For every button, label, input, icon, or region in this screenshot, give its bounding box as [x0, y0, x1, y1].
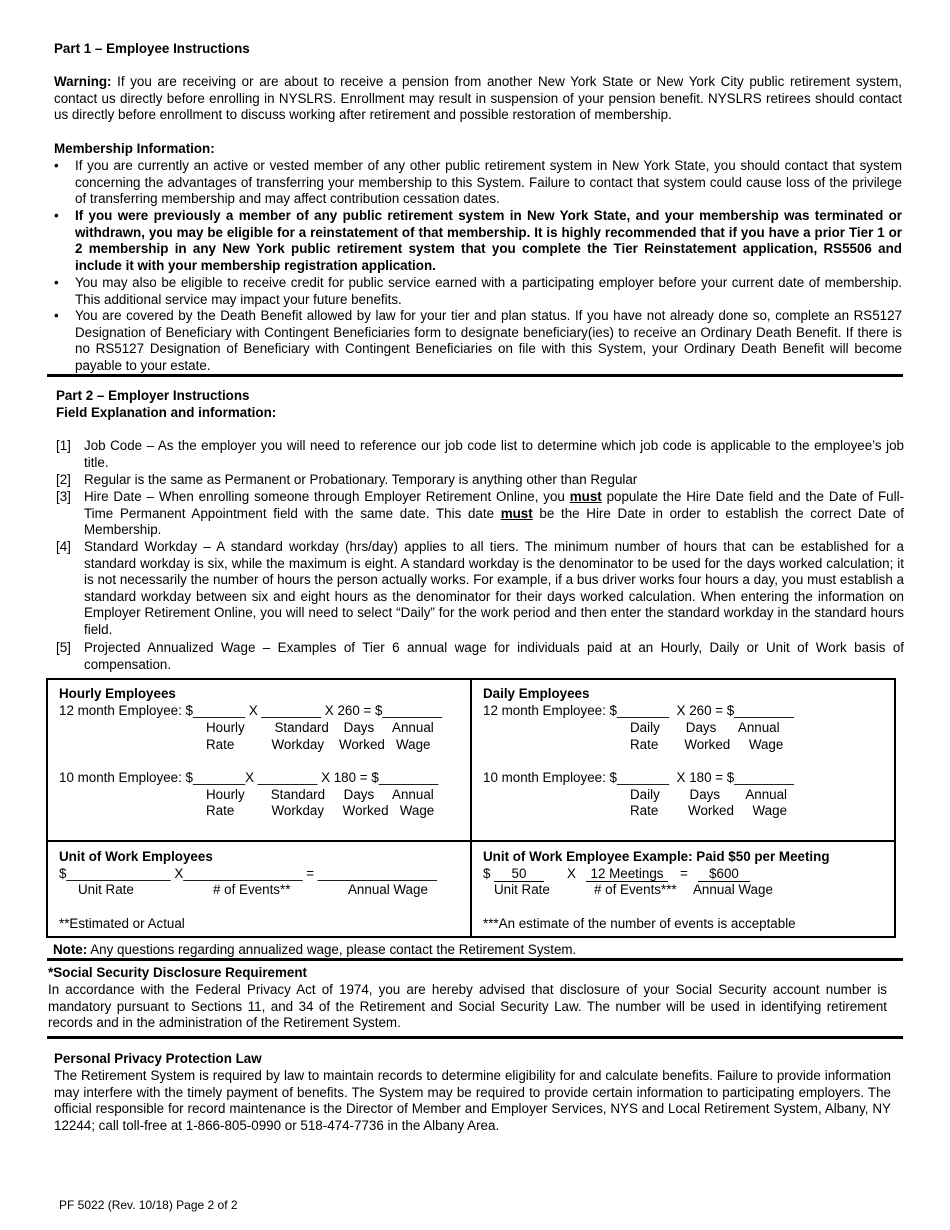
bullet-4-marker: • — [54, 308, 59, 323]
unit-title: Unit of Work Employees — [59, 849, 213, 864]
bullet-3-marker: • — [54, 275, 59, 290]
item-2-text: Regular is the same as Permanent or Probationary. Temporary is anything other than Regular — [84, 472, 638, 487]
item-1-text: Job Code – As the employer you will need to reference our job code list to determine which job code is applicable to the employee’s job title. — [84, 438, 904, 470]
bullet-1-marker: • — [54, 158, 59, 173]
ssn-title: *Social Security Disclosure Requirement — [48, 965, 307, 980]
unit-example-wage: $600 — [698, 866, 750, 882]
privacy-text: The Retirement System is required by law to maintain records to determine eligibility for and calculate benefits. Failure to provide information may interfere with the timely payment of benefits. The System may be required to provide certain information to participating employers. The official responsible for record maintenance is the Director of Member and Employer Services, NYS and Local Retirement System, Albany, NY 12244; call toll-free at 1-866-805-0990 or 518-474-7736 in the Albany Area. — [54, 1068, 891, 1133]
daily-title: Daily Employees — [483, 686, 590, 701]
part2-title: Part 2 – Employer Instructions — [56, 388, 250, 403]
hourly-10month-labels-b: Rate Workday Worked Wage — [206, 803, 435, 818]
item-2-number: [2] — [56, 472, 71, 487]
part1-title: Part 1 – Employee Instructions — [54, 41, 250, 56]
unit-example-footnote: ***An estimate of the number of events is acceptable — [483, 916, 796, 931]
daily-12month-line: 12 month Employee: $_______ X 260 = $________ — [483, 703, 794, 718]
bullet-2-marker: • — [54, 208, 59, 223]
unit-example-label-wage: Annual Wage — [693, 882, 773, 897]
daily-10month-line: 10 month Employee: $_______ X 180 = $________ — [483, 770, 794, 785]
item-3-must-2: must — [500, 505, 533, 521]
unit-example-title: Unit of Work Employee Example: Paid $50 per Meeting — [483, 849, 830, 864]
unit-example-rate: 50 — [494, 866, 544, 882]
wage-table-hdivider — [46, 840, 896, 842]
hourly-10month-labels-a: Hourly Standard Days Annual — [206, 787, 434, 802]
bullet-1-text: If you are currently an active or vested member of any other public retirement system in New York State, you should contact that system concerning the advantages of transferring your membership to this System. Failure to contact that system could cause loss of the privilege of transferring membership and may affect contribution cessation dates. — [75, 158, 902, 207]
item-5-number: [5] — [56, 640, 71, 655]
unit-example-label-rate: Unit Rate — [494, 882, 550, 897]
item-3-number: [3] — [56, 489, 71, 504]
daily-12month-labels-b: Rate Worked Wage — [630, 737, 784, 752]
unit-example-label-events: # of Events*** — [594, 882, 677, 897]
item-3-text-b: populate the Hire Date field and the Date of Full-Time Permanent Appointment field with the same date. This date — [84, 489, 905, 521]
wage-note-label: Note: — [53, 942, 88, 957]
unit-footnote: **Estimated or Actual — [59, 916, 185, 931]
warning-text: If you are receiving or are about to receive a pension from another New York State or New York City public retirement system, contact us directly before enrolling in NYSLRS. Enrollment may result in suspension of your pension benefit. NYSLRS retirees should contact us directly before enrollment to discuss working after retirement and possible restoration of membership. — [54, 74, 902, 123]
hourly-12month-labels-b: Rate Workday Worked Wage — [206, 737, 431, 752]
hourly-10month-line: 10 month Employee: $_______X ________ X 180 = $________ — [59, 770, 439, 785]
item-3-text-a: Hire Date – When enrolling someone through Employer Retirement Online, you — [84, 489, 570, 504]
item-1-number: [1] — [56, 438, 71, 453]
item-3-must-1: must — [569, 489, 602, 504]
daily-10month-labels-a: Daily Days Annual — [630, 787, 788, 802]
unit-label-wage: Annual Wage — [348, 882, 428, 897]
daily-10month-labels-b: Rate Worked Wage — [630, 803, 788, 818]
unit-label-events: # of Events** — [213, 882, 291, 897]
unit-formula-line: $______________ X________________ = ________________ — [59, 866, 437, 881]
unit-example-eq: = — [680, 866, 688, 881]
membership-title: Membership Information: — [54, 141, 215, 156]
ssn-text: In accordance with the Federal Privacy Act of 1974, you are hereby advised that disclosure of your Social Security account number is mandatory pursuant to Sections 11, and 34 of the Retirement and Social Security Law. The number will be used in identifying retirement records and in the administration of the Retirement System. — [48, 982, 887, 1031]
hourly-12month-line: 12 month Employee: $_______ X ________ X 260 = $________ — [59, 703, 443, 718]
wage-note — [53, 942, 576, 959]
bullet-4-text: You are covered by the Death Benefit allowed by law for your tier and plan status. If you have not already done so, complete an RS5127 Designation of Beneficiary with Contingent Beneficiaries form to designate beneficiary(ies) to receive an Ordinary Death Benefit. If there is no RS5127 Designation of Beneficiary with Contingent Beneficiaries on file with this System, your Ordinary Death Benefit will become payable to your estate. — [75, 308, 902, 373]
unit-example-x: X — [567, 866, 576, 881]
hourly-12month-labels-a: Hourly Standard Days Annual — [206, 720, 434, 735]
item-3-text — [84, 489, 904, 539]
unit-example-dollar: $ — [483, 866, 491, 881]
hourly-title: Hourly Employees — [59, 686, 176, 701]
divider-part1 — [47, 374, 903, 377]
page-footer: PF 5022 (Rev. 10/18) Page 2 of 2 — [59, 1198, 238, 1212]
item-4-text: Standard Workday – A standard workday (hrs/day) applies to all tiers. The minimum number of hours that can be established for a standard workday is six, while the maximum is eight. A standard workday is the denominator to be used for the days worked calculation; it is not necessarily the number of hours the person actually works. For example, if a bus driver works four hours a day, you must establish a standard workday between six and eight hours as the denominator for their days worked calculation. When entering the information on Employer Retirement Online, you will need to select “Daily” for the work period and then enter the standard workday in the standard hours field. — [84, 539, 904, 637]
divider-note — [47, 958, 903, 961]
part2-subtitle: Field Explanation and information: — [56, 405, 277, 420]
daily-12month-labels-a: Daily Days Annual — [630, 720, 780, 735]
privacy-title: Personal Privacy Protection Law — [54, 1051, 262, 1066]
item-3-text-c: be the Hire Date in order to establish the correct Date of Membership. — [84, 505, 904, 538]
wage-note-text: Any questions regarding annualized wage, please contact the Retirement System. — [87, 942, 577, 957]
item-5-text: Projected Annualized Wage – Examples of Tier 6 annual wage for individuals paid at an Hourly, Daily or Unit of Work basis of compensation. — [84, 640, 904, 672]
unit-label-rate: Unit Rate — [78, 882, 134, 897]
wage-table-vdivider — [470, 678, 472, 936]
warning-label: Warning: — [54, 74, 112, 89]
warning-paragraph — [54, 74, 902, 124]
bullet-2-text: If you were previously a member of any public retirement system in New York State, and your membership was terminated or withdrawn, you may be eligible for a reinstatement of that membership. It is highly recommended that if you have a prior Tier 1 or 2 membership in any New York public retirement system that you complete the Tier Reinstatement application, RS5506 and include it with your membership registration application. — [75, 208, 902, 273]
item-4-number: [4] — [56, 539, 71, 554]
bullet-3-text: You may also be eligible to receive credit for public service earned with a participating employer before your current date of membership. This additional service may impact your future benefits. — [75, 275, 902, 307]
unit-example-events: 12 Meetings — [586, 866, 668, 882]
divider-ssn — [47, 1036, 903, 1039]
